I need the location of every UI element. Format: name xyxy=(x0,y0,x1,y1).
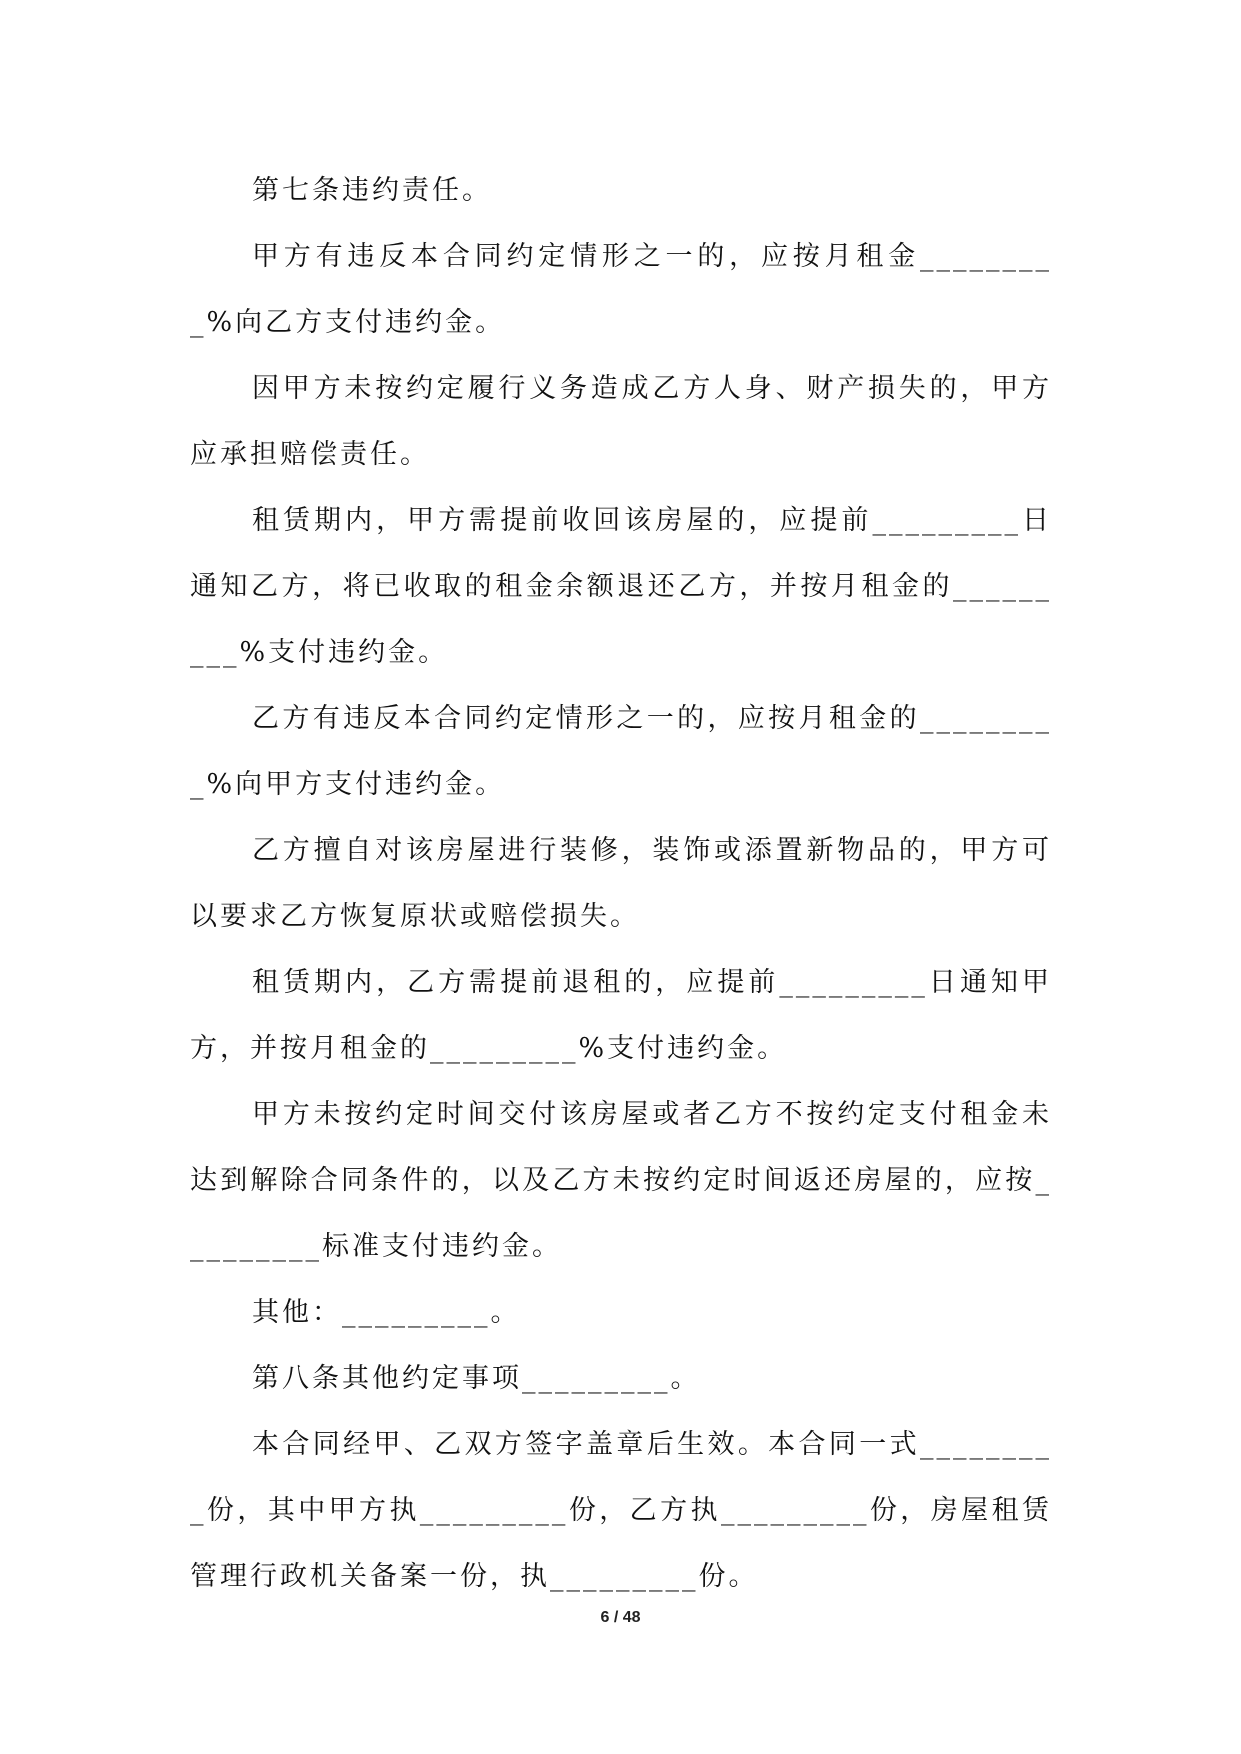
paragraph-other: 其他：_________。 xyxy=(252,1297,521,1328)
paragraph-party-b-breach-penalty: 乙方有违反本合同约定情形之一的，应按月租金的_________%向甲方支付违约金。 xyxy=(190,703,1052,800)
document-body xyxy=(190,158,1052,1610)
paragraph-late-delivery-penalty: 甲方未按约定时间交付该房屋或者乙方不按约定支付租金未达到解除合同条件的，以及乙方未按约定时间返还房屋的，应按_________标准支付违约金。 xyxy=(190,1099,1052,1262)
paragraph-party-a-breach-penalty: 甲方有违反本合同约定情形之一的，应按月租金_________%向乙方支付违约金。 xyxy=(190,241,1052,338)
paragraph-party-b-renovation: 乙方擅自对该房屋进行装修，装饰或添置新物品的，甲方可以要求乙方恢复原状或赔偿损失。 xyxy=(190,835,1052,932)
page-number: 6 / 48 xyxy=(600,1609,641,1626)
paragraph-party-a-early-recovery: 租赁期内，甲方需提前收回该房屋的，应提前_________日通知乙方，将已收取的租金余额退还乙方，并按月租金的_________%支付违约金。 xyxy=(190,505,1052,668)
paragraph-party-a-compensation: 因甲方未按约定履行义务造成乙方人身、财产损失的，甲方应承担赔偿责任。 xyxy=(190,373,1052,470)
article-8-heading: 第八条其他约定事项_________。 xyxy=(252,1363,701,1394)
article-7-heading: 第七条违约责任。 xyxy=(252,175,492,206)
paragraph-party-b-early-termination: 租赁期内，乙方需提前退租的，应提前_________日通知甲方，并按月租金的_________%支付违约金。 xyxy=(190,967,1052,1064)
paragraph-contract-copies: 本合同经甲、乙双方签字盖章后生效。本合同一式_________份，其中甲方执_________份，乙方执_________份，房屋租赁管理行政机关备案一份，执_________份。 xyxy=(190,1429,1052,1592)
